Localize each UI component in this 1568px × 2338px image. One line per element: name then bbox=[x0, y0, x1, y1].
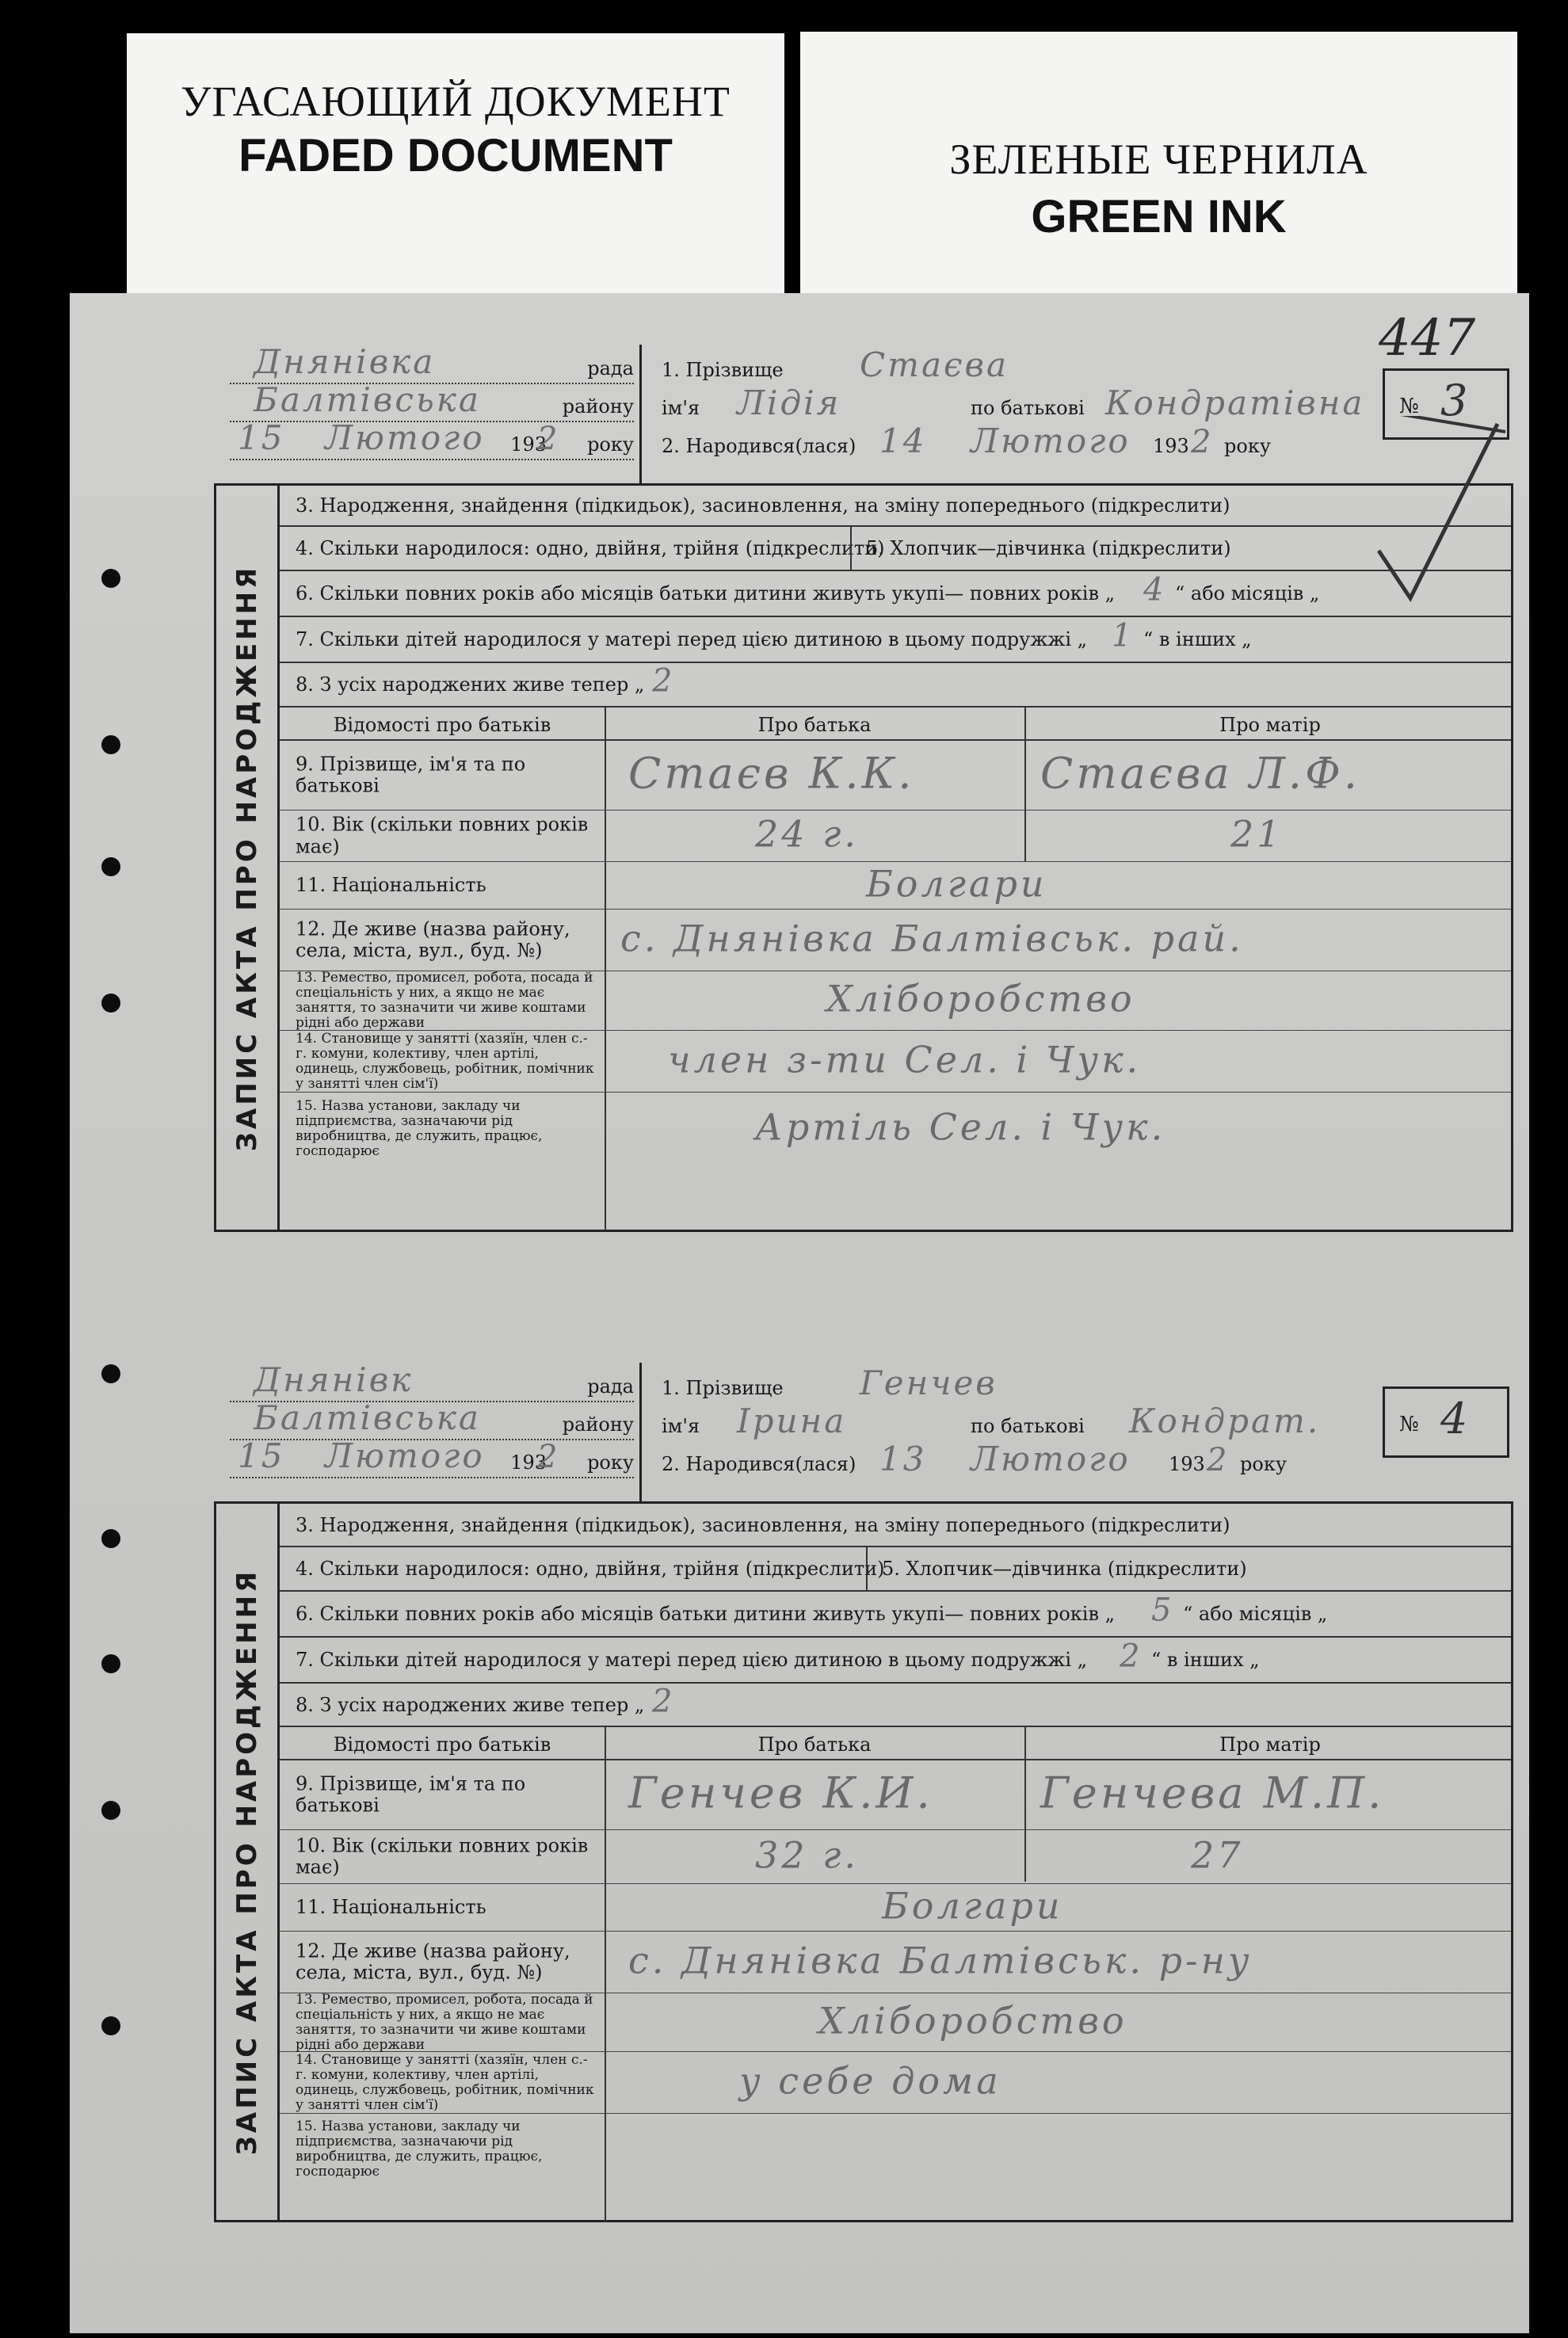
punch-hole bbox=[101, 1529, 120, 1548]
surname-value: Генчев bbox=[860, 1364, 998, 1402]
born-label: 2. Народився(лася) bbox=[662, 1453, 856, 1475]
col-head-mother: Про матір bbox=[1219, 714, 1321, 736]
col-head-info: Відомості про батьків bbox=[333, 1733, 551, 1756]
raion-label: району bbox=[562, 1413, 634, 1436]
alive-now: 2 bbox=[652, 1682, 673, 1719]
row-age: 10. Вік (скільки повних років має) 24 г. 21 bbox=[280, 810, 1511, 862]
years-together: 4 bbox=[1143, 571, 1164, 608]
birth-record-3 bbox=[214, 309, 1513, 1244]
birth-record-4 bbox=[214, 1360, 1513, 2234]
field-3: 3. Народження, знайдення (підкидьок), засиновлення, на зміну попереднього (підкреслити) bbox=[280, 486, 1511, 527]
field-7: 7. Скільки дітей народилося у матері перед цією дитиною в цьому подружжі „ 2 “ в інших „ bbox=[280, 1638, 1511, 1684]
row-status: 14. Становище у занятті (хазяїн, член с.-г. комуни, колективу, член артілі, одинець, службовець, робітник, помічник у занятті член сім'ї) у себе дома bbox=[280, 2052, 1511, 2114]
row-residence: 12. Де живе (назва району, села, міста, вул., буд. №) с. Днянівка Балтівськ. р-ну bbox=[280, 1932, 1511, 1993]
row-names: 9. Прізвище, ім'я та по батькові Стаєв К.К. Стаєва Л.Ф. bbox=[280, 741, 1511, 810]
row-occupation: 13. Ремество, промисел, робота, посада й спеціальність у них, а якщо не має заняття, то зазначити чи живе коштами рідні або держави Хліборобство bbox=[280, 1993, 1511, 2052]
patronymic-label: по батькові bbox=[971, 1415, 1085, 1437]
record-number: 4 bbox=[1440, 1394, 1468, 1444]
field-4-5: 4. Скільки народилося: одно, двійня, трійня (підкреслити) 5. Хлопчик—дівчинка (підкреслити) bbox=[280, 1547, 1511, 1592]
field-6: 6. Скільки повних років або місяців батьки дитини живуть укупі— повних років „ 5 “ або місяців „ bbox=[280, 1592, 1511, 1638]
status: член з-ти Сел. і Чук. bbox=[668, 1037, 1142, 1081]
raion-label: району bbox=[562, 395, 634, 418]
reg-month: Лютого bbox=[325, 418, 485, 457]
field-7: 7. Скільки дітей народилося у матері перед цією дитиною в цьому подружжі „ 1 “ в інших „ bbox=[280, 617, 1511, 663]
reg-year-digit: 2 bbox=[537, 421, 560, 457]
green-label-ru: ЗЕЛЕНЫЕ ЧЕРНИЛА bbox=[949, 135, 1368, 183]
born-year-prefix: 193 bbox=[1169, 1453, 1205, 1475]
name-label: ім'я bbox=[662, 397, 700, 419]
row-names: 9. Прізвище, ім'я та по батькові Генчев К.И. Генчева М.П. bbox=[280, 1760, 1511, 1830]
field-4-5: 4. Скільки народилося: одно, двійня, трійня (підкреслити) 5. Хлопчик—дівчинка (підкреслити) bbox=[280, 527, 1511, 571]
punch-hole bbox=[101, 1801, 120, 1820]
punch-hole bbox=[101, 735, 120, 754]
father-age: 24 г. bbox=[755, 812, 860, 856]
registry-place bbox=[214, 342, 642, 483]
alive-now: 2 bbox=[652, 662, 673, 700]
father-name: Стаєв К.К. bbox=[628, 747, 915, 798]
name-value: Ірина bbox=[737, 1402, 847, 1440]
roku-label: року bbox=[587, 1451, 634, 1474]
born-label: 2. Народився(лася) bbox=[662, 435, 856, 457]
patronymic-value: Кондратівна bbox=[1105, 383, 1365, 422]
row-nationality: 11. Національність Болгари bbox=[280, 1884, 1511, 1932]
name-label: ім'я bbox=[662, 1415, 700, 1437]
born-year-digit: 2 bbox=[1191, 424, 1214, 460]
punch-hole bbox=[101, 1654, 120, 1673]
reg-month: Лютого bbox=[325, 1436, 485, 1475]
residence: с. Днянівка Балтівськ. рай. bbox=[620, 916, 1244, 959]
record-number: 3 bbox=[1440, 376, 1468, 425]
mother-name: Стаєва Л.Ф. bbox=[1040, 747, 1360, 798]
sheet-number: 447 bbox=[1379, 309, 1476, 368]
col-head-father: Про батька bbox=[757, 714, 872, 736]
rada-value: Днянівк bbox=[254, 1360, 414, 1399]
parents-table bbox=[280, 1727, 1511, 2222]
born-month: Лютого bbox=[971, 421, 1131, 460]
rada-value: Днянівка bbox=[254, 342, 436, 381]
years-together: 5 bbox=[1151, 1592, 1172, 1629]
faded-document-label bbox=[127, 33, 784, 295]
punch-hole bbox=[101, 994, 120, 1013]
field-3: 3. Народження, знайдення (підкидьок), засиновлення, на зміну попереднього (підкреслити) bbox=[280, 1504, 1511, 1547]
side-title: ЗАПИС АКТА ПРО НАРОДЖЕННЯ bbox=[216, 1504, 280, 2220]
nationality: Болгари bbox=[882, 1883, 1063, 1927]
punch-hole bbox=[101, 2016, 120, 2035]
born-roku: року bbox=[1224, 435, 1271, 457]
status: у себе дома bbox=[739, 2058, 1001, 2102]
year-prefix: 193 bbox=[510, 1451, 547, 1474]
children-before: 2 bbox=[1120, 1638, 1140, 1675]
name-value: Лідія bbox=[737, 383, 841, 422]
rada-label: рада bbox=[587, 1375, 634, 1398]
green-ink-label bbox=[800, 32, 1517, 301]
mother-age: 27 bbox=[1191, 1833, 1244, 1876]
surname-label: 1. Прізвище bbox=[662, 359, 784, 381]
father-age: 32 г. bbox=[755, 1833, 860, 1876]
punch-hole bbox=[101, 1364, 120, 1383]
mother-name: Генчева М.П. bbox=[1040, 1767, 1385, 1817]
reg-day: 15 bbox=[238, 418, 285, 457]
raion-value: Балтівська bbox=[254, 380, 481, 419]
occupation: Хліборобство bbox=[826, 977, 1135, 1020]
green-label-en: GREEN INK bbox=[1031, 191, 1287, 242]
row-age: 10. Вік (скільки повних років має) 32 г. 27 bbox=[280, 1830, 1511, 1884]
field-8: 8. З усіх народжених живе тепер „ 2 bbox=[280, 663, 1511, 708]
row-occupation: 13. Ремество, промисел, робота, посада й спеціальність у них, а якщо не має заняття, то зазначити чи живе коштами рідні або держави Хліборобство bbox=[280, 971, 1511, 1031]
patronymic-label: по батькові bbox=[971, 397, 1085, 419]
punch-hole bbox=[101, 569, 120, 588]
patronymic-value: Кондрат. bbox=[1129, 1402, 1321, 1440]
registry-place bbox=[214, 1360, 642, 1501]
roku-label: року bbox=[587, 433, 634, 456]
born-day: 13 bbox=[879, 1440, 927, 1478]
residence: с. Днянівка Балтівськ. р-ну bbox=[628, 1938, 1253, 1981]
row-status: 14. Становище у занятті (хазяїн, член с.-г. комуни, колективу, член артілі, одинець, службовець, робітник, помічник у занятті член сім'ї) член з-ти Сел. і Чук. bbox=[280, 1031, 1511, 1093]
record-frame bbox=[214, 483, 1513, 1232]
row-workplace: 15. Назва установи, закладу чи підприємства, зазначаючи рід виробництва, де служить, працює, господарює Артіль Сел. і Чук. bbox=[296, 1097, 1166, 1160]
born-year-digit: 2 bbox=[1207, 1442, 1230, 1478]
child-name-block bbox=[646, 345, 1375, 483]
reg-day: 15 bbox=[238, 1436, 285, 1475]
child-name-block bbox=[646, 1363, 1375, 1501]
born-month: Лютого bbox=[971, 1440, 1131, 1478]
number-label: № bbox=[1399, 1413, 1419, 1436]
row-nationality: 11. Національність Болгари bbox=[280, 862, 1511, 910]
father-name: Генчев К.И. bbox=[628, 1767, 933, 1817]
col-head-info: Відомості про батьків bbox=[333, 714, 551, 736]
side-title: ЗАПИС АКТА ПРО НАРОДЖЕННЯ bbox=[216, 486, 280, 1230]
raion-value: Балтівська bbox=[254, 1398, 481, 1437]
reg-year-digit: 2 bbox=[537, 1439, 560, 1475]
surname-value: Стаєва bbox=[860, 345, 1009, 384]
born-day: 14 bbox=[879, 421, 927, 460]
faded-label-ru: УГАСАЮЩИЙ ДОКУМЕНТ bbox=[181, 78, 731, 125]
number-label: № bbox=[1399, 395, 1419, 418]
mother-age: 21 bbox=[1230, 812, 1284, 856]
col-head-father: Про батька bbox=[757, 1733, 872, 1756]
workplace: Артіль Сел. і Чук. bbox=[755, 1105, 1166, 1149]
row-workplace: 15. Назва установи, закладу чи підприємства, зазначаючи рід виробництва, де служить, працює, господарює bbox=[296, 2118, 543, 2180]
born-roku: року bbox=[1240, 1453, 1287, 1475]
occupation: Хліборобство bbox=[818, 1998, 1127, 2042]
row-residence: 12. Де живе (назва району, села, міста, вул., буд. №) с. Днянівка Балтівськ. рай. bbox=[280, 910, 1511, 971]
field-8: 8. З усіх народжених живе тепер „ 2 bbox=[280, 1684, 1511, 1727]
nationality: Болгари bbox=[866, 861, 1047, 905]
children-before: 1 bbox=[1112, 617, 1132, 654]
punch-hole bbox=[101, 857, 120, 876]
record-frame bbox=[214, 1501, 1513, 2222]
surname-label: 1. Прізвище bbox=[662, 1377, 784, 1399]
rada-label: рада bbox=[587, 357, 634, 379]
parents-table bbox=[280, 708, 1511, 1230]
field-6: 6. Скільки повних років або місяців батьки дитини живуть укупі— повних років „ 4 “ або місяців „ bbox=[280, 571, 1511, 617]
faded-label-en: FADED DOCUMENT bbox=[238, 130, 673, 181]
record-number-box bbox=[1383, 1386, 1509, 1458]
year-prefix: 193 bbox=[510, 433, 547, 456]
checkmark-icon bbox=[1355, 416, 1513, 622]
born-year-prefix: 193 bbox=[1153, 435, 1189, 457]
col-head-mother: Про матір bbox=[1219, 1733, 1321, 1756]
